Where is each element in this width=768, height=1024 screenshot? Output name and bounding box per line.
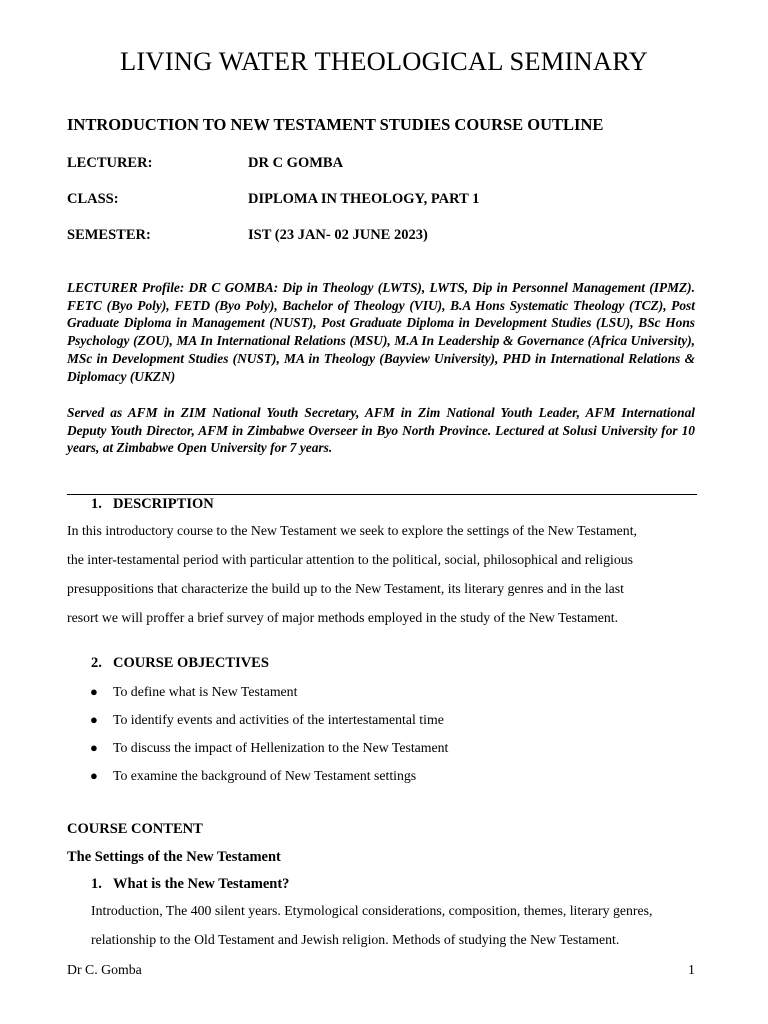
course-outline-title: INTRODUCTION TO NEW TESTAMENT STUDIES COURSE OUTLINE	[67, 115, 604, 134]
meta-value: DIPLOMA IN THEOLOGY, PART 1	[248, 191, 480, 207]
meta-label: LECTURER:	[67, 155, 153, 171]
list-item	[90, 738, 448, 766]
meta-label: SEMESTER:	[67, 227, 151, 243]
objectives-heading	[91, 655, 269, 672]
list-item	[90, 682, 448, 710]
list-item-text: To identify events and activities of the intertestamental time	[113, 712, 444, 727]
paragraph-line: In this introductory course to the New Testament we seek to explore the settings of the New Testament,	[67, 523, 637, 538]
section-title: DESCRIPTION	[113, 496, 214, 512]
course-content-heading: COURSE CONTENT	[67, 821, 203, 837]
paragraph-line: the inter-testamental period with particular attention to the political, social, philosophical and religious	[67, 552, 634, 567]
lecturer-profile: LECTURER Profile: DR C GOMBA: Dip in Theology (LWTS), LWTS, Dip in Personnel Management (IPMZ). FETC (Byo Poly), FETD (Byo Poly), Bachelor of Theology (VIU), B.A Hons Systematic Theology (TCZ), Post Graduate Diploma in Management (NUST), Post Graduate Diploma in Development Studies (LSU), BSc Hons Psychology (ZOU), MA In International Relations (MSU), M.A In Leadership & Governance (Africa University), MSc in Development Studies (NUST), MA in Theology (Bayview University), PHD in International Relations & Diplomacy (UKZN)	[67, 280, 695, 384]
course-content-subheading: The Settings of the New Testament	[67, 849, 281, 865]
meta-label: CLASS:	[67, 191, 119, 207]
list-item	[90, 766, 448, 794]
list-item-text: To examine the background of New Testament settings	[113, 768, 417, 783]
bullet-icon: ●	[90, 684, 98, 699]
paragraph-line: presuppositions that characterize the build up to the New Testament, its literary genres and in the last	[67, 581, 625, 596]
section-title: COURSE OBJECTIVES	[113, 655, 269, 671]
content-item-paragraph	[91, 896, 711, 954]
list-item-text: To define what is New Testament	[113, 684, 298, 699]
lecturer-experience: Served as AFM in ZIM National Youth Secretary, AFM in Zim National Youth Leader, AFM International Deputy Youth Director, AFM in Zimbabwe Overseer in Byo North Province. Lectured at Solusi University for 10 years, at Zimbabwe Open University for 7 years.	[67, 405, 695, 456]
bullet-icon: ●	[90, 768, 98, 783]
list-item	[90, 710, 448, 738]
seminary-title: LIVING WATER THEOLOGICAL SEMINARY	[120, 46, 648, 76]
section-number: 1.	[91, 496, 102, 512]
footer-page-number: 1	[688, 962, 695, 977]
bullet-icon: ●	[90, 740, 98, 755]
description-heading	[91, 496, 214, 513]
bullet-icon: ●	[90, 712, 98, 727]
section-number: 2.	[91, 655, 102, 671]
list-item-text: To discuss the impact of Hellenization to the New Testament	[113, 740, 449, 755]
content-item-heading	[91, 876, 289, 893]
footer-author: Dr C. Gomba	[67, 962, 142, 977]
meta-value: IST (23 JAN- 02 JUNE 2023)	[248, 227, 428, 243]
item-number: 1.	[91, 876, 102, 892]
item-title: What is the New Testament?	[113, 876, 290, 892]
paragraph-line: resort we will proffer a brief survey of major methods employed in the study of the New Testament.	[67, 610, 619, 625]
description-paragraph	[67, 516, 707, 632]
paragraph-line: Introduction, The 400 silent years. Etymological considerations, composition, themes, literary genres,	[91, 903, 653, 918]
objectives-list	[90, 682, 448, 794]
paragraph-line: relationship to the Old Testament and Jewish religion. Methods of studying the New Testament.	[91, 932, 620, 947]
section-divider	[67, 494, 697, 495]
meta-value: DR C GOMBA	[248, 155, 344, 171]
